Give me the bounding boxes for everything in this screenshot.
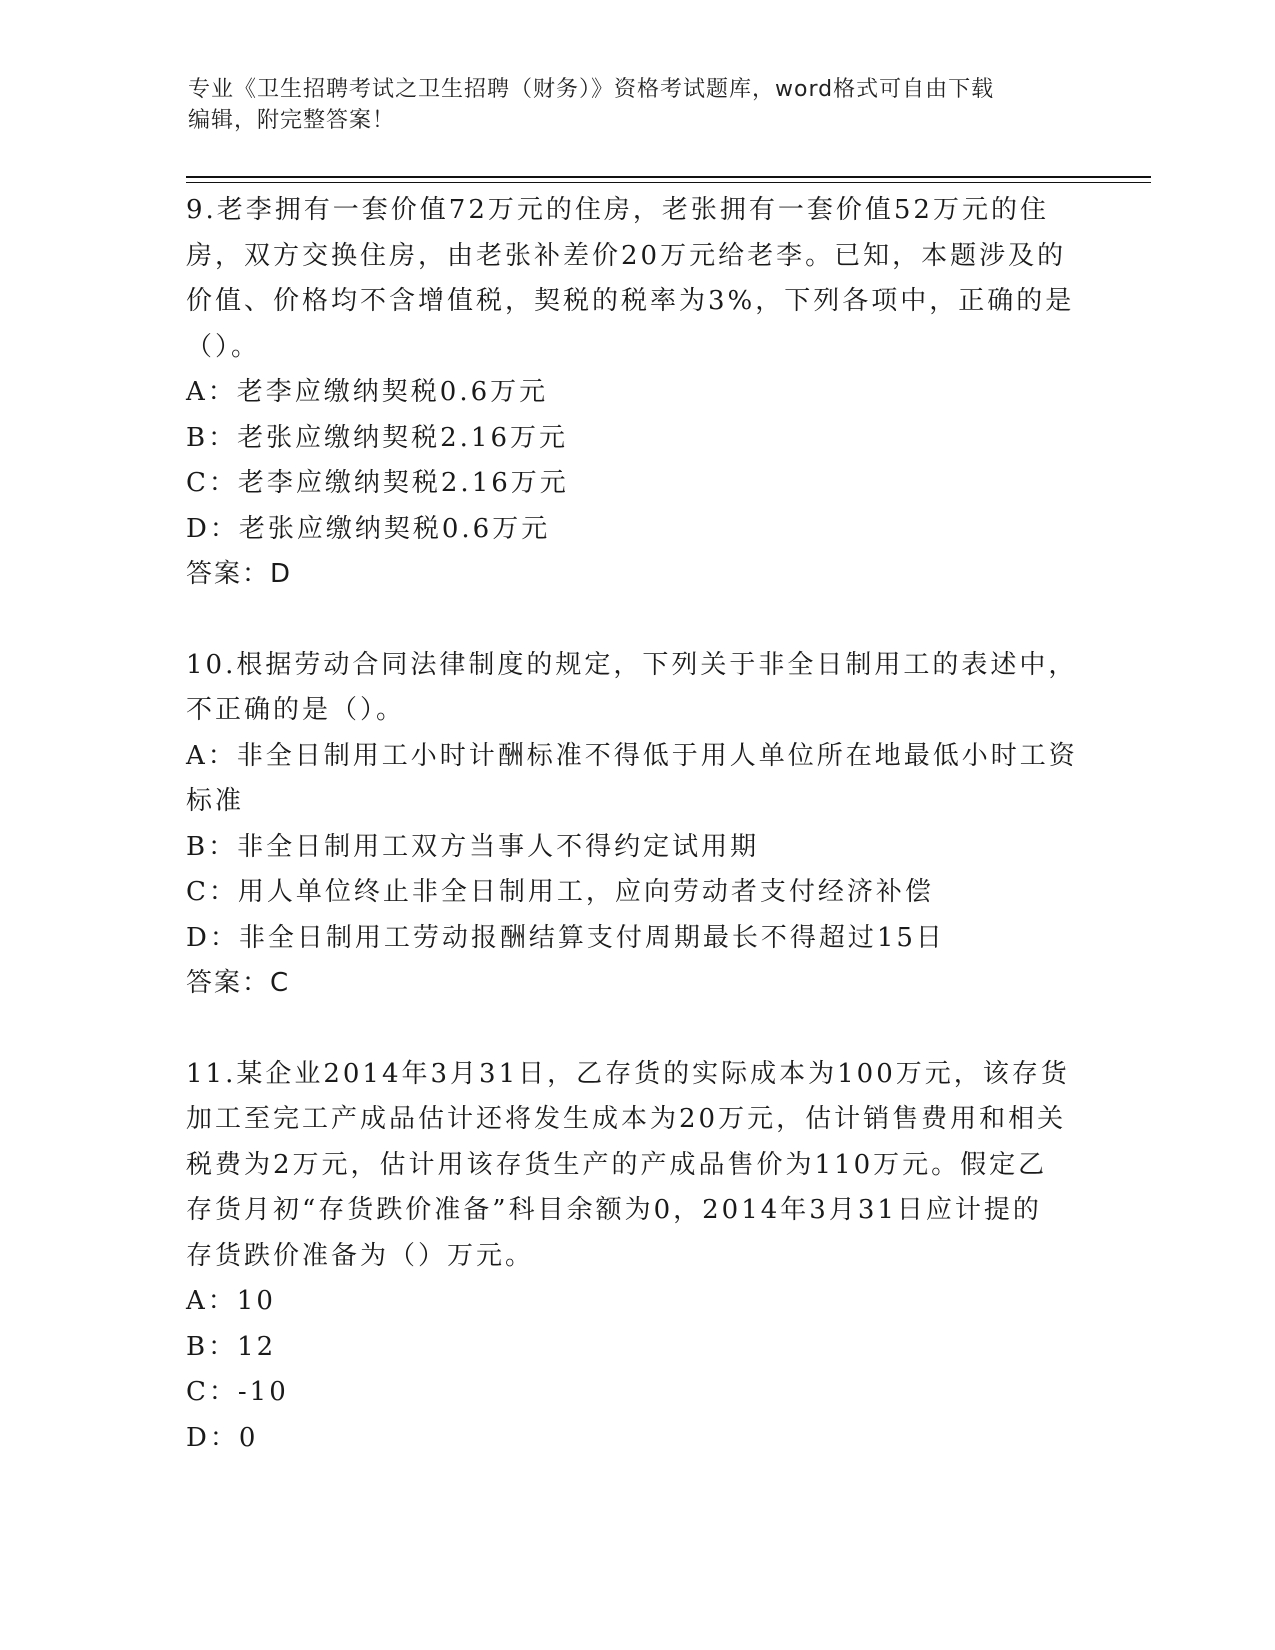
question-spacer <box>186 598 1066 643</box>
question-stem-line: 价值、价格均不含增值税，契税的税率为3%，下列各项中，正确的是 <box>186 286 1075 316</box>
question-stem-line: 房，双方交换住房，由老张补差价20万元给老李。已知，本题涉及的 <box>186 240 1067 271</box>
answer-key: 答案：D <box>186 559 293 589</box>
option-b: B：12 <box>186 1331 277 1362</box>
question-spacer <box>186 1007 1066 1052</box>
option-d: D：非全日制用工劳动报酬结算支付周期最长不得超过15日 <box>186 922 945 953</box>
question-11 <box>186 1052 1070 1462</box>
option-b: B：老张应缴纳契税2.16万元 <box>186 422 568 453</box>
question-stem-line: 税费为2万元，估计用该存货生产的产成品售价为110万元。假定乙 <box>186 1149 1048 1180</box>
option-c: C：用人单位终止非全日制用工，应向劳动者支付经济补偿 <box>186 877 934 907</box>
question-stem-line: （）。 <box>186 331 261 362</box>
option-a: A：老李应缴纳契税0.6万元 <box>186 377 549 407</box>
option-d: D：0 <box>186 1422 259 1453</box>
question-list <box>186 188 1078 1461</box>
header-divider-thin <box>186 182 1151 183</box>
option-c: C：-10 <box>186 1377 289 1407</box>
option-b: B：非全日制用工双方当事人不得约定试用期 <box>186 831 760 862</box>
option-a-continued: 标准 <box>186 786 245 816</box>
option-d: D：老张应缴纳契税0.6万元 <box>186 513 551 544</box>
question-stem-line: 10.根据劳动合同法律制度的规定，下列关于非全日制用工的表述中， <box>186 649 1078 680</box>
header-divider-thick <box>186 176 1151 178</box>
question-9 <box>186 188 1075 598</box>
page-header <box>188 74 1068 136</box>
question-stem-line: 存货月初“存货跌价准备”科目余额为0，2014年3月31日应计提的 <box>186 1195 1042 1225</box>
option-a: A：非全日制用工小时计酬标准不得低于用人单位所在地最低小时工资 <box>186 740 1078 771</box>
question-stem-line: 9.老李拥有一套价值72万元的住房，老张拥有一套价值52万元的住 <box>186 195 1049 225</box>
header-line: 编辑，附完整答案！ <box>188 108 396 133</box>
question-stem-line: 加工至完工产成品估计还将发生成本为20万元，估计销售费用和相关 <box>186 1104 1067 1134</box>
answer-key: 答案：C <box>186 968 291 998</box>
question-10 <box>186 643 1078 1007</box>
header-line: 专业《卫生招聘考试之卫生招聘（财务）》资格考试题库，word格式可自由下载 <box>188 77 995 102</box>
option-a: A：10 <box>186 1286 276 1316</box>
question-stem-line: 11.某企业2014年3月31日，乙存货的实际成本为100万元，该存货 <box>186 1058 1070 1089</box>
question-stem-line: 存货跌价准备为（）万元。 <box>186 1240 535 1271</box>
question-stem-line: 不正确的是（）。 <box>186 695 406 725</box>
option-c: C：老李应缴纳契税2.16万元 <box>186 468 569 498</box>
